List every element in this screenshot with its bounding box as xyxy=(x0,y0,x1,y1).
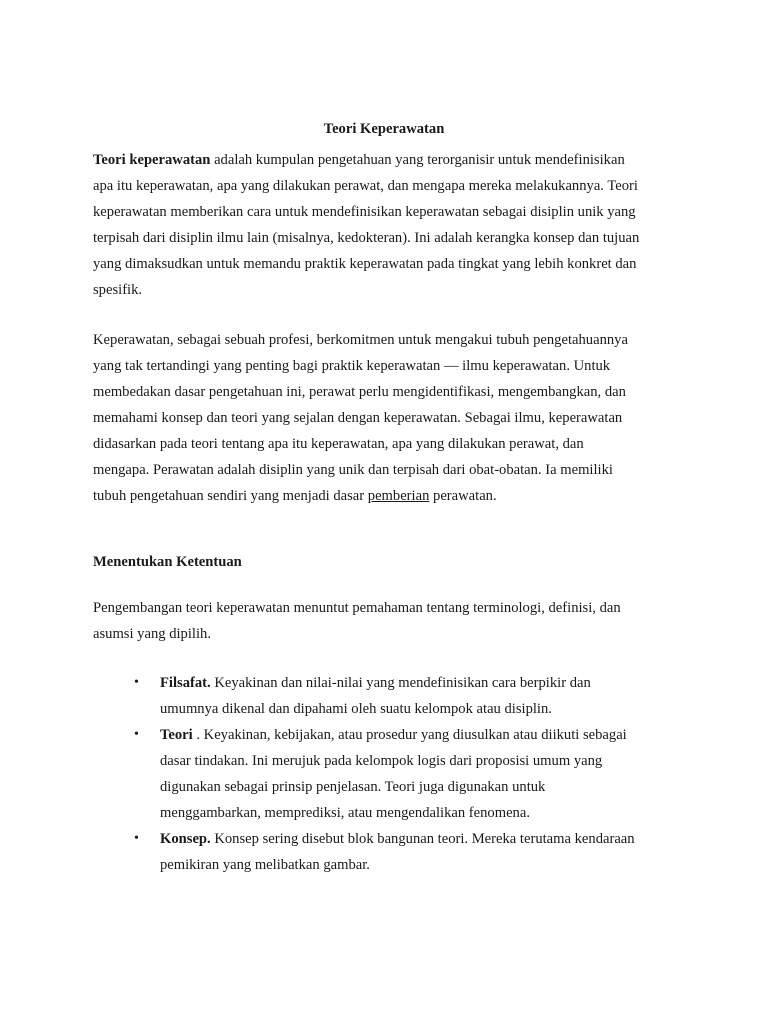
paragraph-line xyxy=(93,483,683,509)
list-item-konsep xyxy=(0,826,768,878)
paragraph-line: mengapa. Perawatan adalah disiplin yang unik dan terpisah dari obat-obatan. Ia memiliki xyxy=(93,462,613,478)
paragraph-line: Keperawatan, sebagai sebuah profesi, berkomitmen untuk mengakui tubuh pengetahuannya xyxy=(93,332,628,348)
list-item-filsafat xyxy=(0,670,768,722)
paragraph-line: yang tak tertandingi yang penting bagi praktik keperawatan — ilmu keperawatan. Untuk xyxy=(93,358,611,374)
paragraph-line: terpisah dari disiplin ilmu lain (misalnya, kedokteran). Ini adalah kerangka konsep dan tujuan xyxy=(93,230,640,246)
paragraph-line: apa itu keperawatan, apa yang dilakukan perawat, dan mengapa mereka melakukannya. Teori xyxy=(93,178,638,194)
paragraph-line xyxy=(93,147,683,173)
list-line: digunakan sebagai prinsip penjelasan. Teori juga digunakan untuk xyxy=(160,779,546,795)
paragraph-line: didasarkan pada teori tentang apa itu keperawatan, apa yang dilakukan perawat, dan xyxy=(93,436,584,452)
paragraph-line: spesifik. xyxy=(93,282,143,298)
paragraph-line: keperawatan memberikan cara untuk mendefinisikan keperawatan sebagai disiplin unik yang xyxy=(93,204,636,220)
text-run: tubuh pengetahuan sendiri yang menjadi dasar xyxy=(93,488,368,504)
list-line xyxy=(160,722,768,748)
list-line: dasar tindakan. Ini merujuk pada kelompok logis dari proposisi umum yang xyxy=(160,753,603,769)
bold-term: Teori xyxy=(160,727,193,743)
list-line: pemikiran yang melibatkan gambar. xyxy=(160,857,370,873)
section-heading: Menentukan Ketentuan xyxy=(93,554,242,570)
paragraph-line: Pengembangan teori keperawatan menuntut pemahaman tentang terminologi, definisi, dan xyxy=(93,600,621,616)
paragraph-line: yang dimaksudkan untuk memandu praktik keperawatan pada tingkat yang lebih konkret dan xyxy=(93,256,637,272)
list-line xyxy=(160,826,768,852)
paragraph-line: asumsi yang dipilih. xyxy=(93,626,211,642)
text-run: adalah kumpulan pengetahuan yang terorganisir untuk mendefinisikan xyxy=(210,152,625,168)
text-run: Konsep sering disebut blok bangunan teori. Mereka terutama kendaraan xyxy=(210,831,635,847)
bold-term: Teori keperawatan xyxy=(93,152,211,168)
document-title: Teori Keperawatan xyxy=(323,121,445,137)
bold-term: Konsep. xyxy=(160,831,211,847)
paragraph-intro xyxy=(93,147,683,303)
bullet-icon: • xyxy=(134,675,139,690)
text-run: Keyakinan dan nilai-nilai yang mendefinisikan cara berpikir dan xyxy=(210,675,591,691)
bold-term: Filsafat. xyxy=(160,675,211,691)
paragraph-profession xyxy=(93,327,683,509)
bullet-icon: • xyxy=(134,831,139,846)
list-line xyxy=(160,670,768,696)
paragraph-line: membedakan dasar pengetahuan ini, perawat perlu mengidentifikasi, mengembangkan, dan xyxy=(93,384,626,400)
text-run: perawatan. xyxy=(429,488,497,504)
pemberian-link[interactable]: pemberian xyxy=(367,488,430,504)
list-item-teori xyxy=(0,722,768,826)
paragraph-terminology xyxy=(93,595,683,647)
list-line: menggambarkan, memprediksi, atau mengendalikan fenomena. xyxy=(160,805,530,821)
paragraph-line: memahami konsep dan teori yang sejalan dengan keperawatan. Sebagai ilmu, keperawatan xyxy=(93,410,623,426)
list-line: umumnya dikenal dan dipahami oleh suatu kelompok atau disiplin. xyxy=(160,701,552,717)
definition-list xyxy=(0,670,768,878)
bullet-icon: • xyxy=(134,727,139,742)
text-run: . Keyakinan, kebijakan, atau prosedur yang diusulkan atau diikuti sebagai xyxy=(192,727,627,743)
